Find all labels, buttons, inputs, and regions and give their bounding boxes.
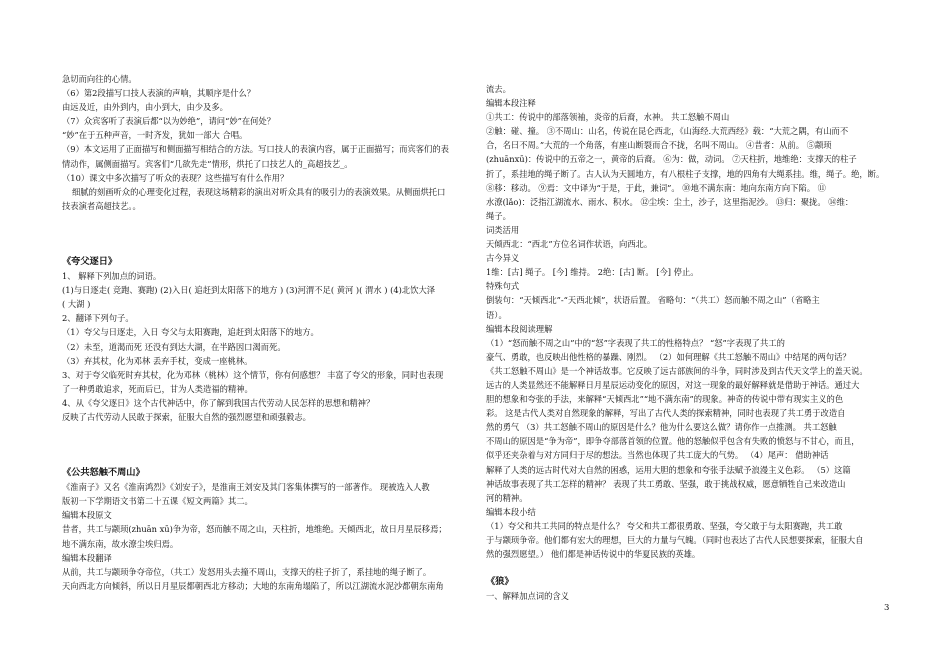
koji-qa-block	[62, 72, 476, 213]
text-line: （7）众宾客听了表演后都“以为妙绝”，请问“妙”在何处？	[62, 116, 276, 127]
text-line: 编辑本段翻译	[62, 552, 112, 563]
text-line: 天倾西北：“西北”方位名词作状语，向西北。	[486, 239, 653, 250]
text-line: 合，名曰不周。”大荒的一个角落，有座山断裂而合不拢，名叫不周山。 ④昔者：从前。 ⑤颛顼	[486, 140, 832, 151]
right-column	[486, 82, 894, 603]
section-title-lang: 《狼》	[486, 576, 514, 588]
text-line: 神话故事表现了共工怎样的精神？ 表现了共工勇敢、坚强，敢于挑战权威，愿意牺牲自己来改造山	[486, 478, 846, 489]
text-line: ②触：碰、撞。 ③不周山：山名，传说在昆仑西北，《山海经.大荒西经》载：“大荒之隅，有山而不	[486, 126, 849, 137]
text-line: 远古的人类显然还不能解释日月星辰运动变化的原因，对这一现象的最好解释就是借助于神话。通过大	[486, 379, 860, 390]
text-line: 似乎还夹杂着与对方同归于尽的想法。当然也体现了共工庞大的气势。 （4）尾声： 借助神话	[486, 450, 829, 461]
text-line: 3、对于夸父临死时弃其杖，化为邓林（桃林）这个情节，你有何感想？ 丰富了夸父的形象，同时也表现	[62, 369, 444, 380]
text-line: 细腻的刻画听众的心理变化过程，表现这场精彩的演出对听众具有的吸引力的表演效果。从侧面烘托口	[72, 186, 446, 197]
gonggong-notes	[486, 82, 894, 561]
text-line: 1、 解释下列加点的词语。	[62, 271, 162, 282]
text-line: 然的勇气 （3）共工怒触不周山的原因是什么？他为什么要这么做？请你作一点推测。 共工怒触	[486, 422, 837, 433]
text-line: 1维：[古] 绳子。 [今] 维持。 2绝：[古] 断。 [今] 停止。	[486, 267, 699, 278]
text-line: 彩。 这是古代人类对自然现象的解释，写出了古代人类的探索精神，同时也表现了共工勇于改造自	[486, 408, 846, 419]
section-title-gonggong: 《公共怒触不周山》	[62, 467, 145, 479]
text-line: 编辑本段小结	[486, 506, 536, 517]
spacer	[62, 213, 476, 255]
text-line: 地不满东南，故水潦尘埃归焉。	[62, 538, 179, 549]
text-line: 特殊句式	[486, 281, 520, 292]
text-line: （9）本文运用了正面描写和侧面描写相结合的方法。写口技人的表演内容，属于正面描写；而宾客们的表	[62, 144, 449, 155]
spacer	[486, 561, 894, 575]
text-line: （10）课文中多次描写了听众的表现？这些描写有什么作用？	[62, 172, 289, 183]
text-line: 技表演者高超技艺。。	[62, 200, 141, 211]
text-line: 然的强烈愿望。） 他们都是神话传说中的华夏民族的英雄。	[486, 549, 701, 560]
text-line: 古今异义	[486, 253, 520, 264]
kuafu-section	[62, 255, 476, 424]
text-line: （6）第2段描写口技人表演的声响，其顺序是什么？	[62, 88, 256, 99]
text-line: “妙”在于五种声音，一时齐发，犹如一部大 合唱。	[62, 130, 248, 141]
text-line: 《淮南子》又名《淮南鸿烈》《刘安子》，是淮南王刘安及其门客集体撰写的一部著作。 现被选入人教	[62, 482, 430, 493]
text-line: ①共工：传说中的部落领袖，炎帝的后裔，水神。 共工怒触不周山	[486, 112, 730, 123]
text-line: 由远及近，由外到内，由小到大，由少及多。	[62, 102, 228, 113]
left-column	[62, 72, 476, 593]
text-line: 于与颛顼争帝。他们都有宏大的理想，巨大的力量与气魄。（同时也表达了古代人民想要探索，征服大自	[486, 535, 864, 545]
text-line: 绳子。	[486, 210, 511, 221]
page-number: 3	[884, 603, 890, 613]
text-line: 编辑本段注释	[486, 98, 536, 109]
text-line: （2）未至，道渴而死 还没有到达大湖，在半路因口渴而死。	[62, 341, 286, 352]
text-line: 豪气、勇敢，也反映出他性格的暴躁、刚烈。 （2）如何理解《共工怒触不周山》中结尾的两句话？	[486, 351, 851, 362]
text-line: （1）夸父和共工共同的特点是什么？ 夸父和共工都很勇敢、坚强，夸父敢于与太阳赛跑，共工敢	[486, 520, 843, 531]
text-line: 一、解释加点词的含义	[486, 591, 569, 602]
text-line: 倒装句：“天倾西北”-“天西北倾”，状语后置。 省略句：“（共工）怒而触不周之山”（省略主	[486, 295, 820, 306]
text-line: 从前，共工与颛顼争夺帝位，（共工）发怒用头去撞不周山，支撑天的柱子折了，系挂地的绳子断了。	[62, 566, 432, 577]
gonggong-section	[62, 466, 476, 593]
text-line: 词类活用	[486, 224, 520, 235]
text-line: 折了，系挂地的绳子断了。古人认为天圆地方，有八根柱子支撑，地的四角有大绳系挂。维，绳子。绝，断。	[486, 168, 885, 179]
text-line: 解释了人类的远古时代对大自然的困惑，运用大胆的想象和夸张手法赋予浪漫主义色彩。 （5）这篇	[486, 464, 851, 475]
text-line: (1)与日逐走( 竞跑、赛跑) (2)入日( 追赶到太阳落下的地方 ) (3)河渭不足( 黄河 )( 渭水 ) (4)北饮大泽	[62, 285, 436, 296]
lang-section	[486, 575, 894, 603]
text-line: 语）。	[486, 309, 507, 320]
text-line: 胆的想象和夸张的手法，来解释“天倾西北”“地不满东南”的现象。神奇的传说中带有现实主义的色	[486, 394, 844, 405]
text-line: 不周山的原因是“争为帝”，即争夺部落首领的位置。他的怒触似乎包含有失败的愤怒与不甘心，而且，	[486, 436, 860, 447]
text-line: （3）弃其杖，化为邓林 丢弃手杖，变成一座桃林。	[62, 355, 253, 366]
section-title-kuafu: 《夸父逐日》	[62, 255, 118, 267]
text-line: 了一种勇敢追求，死而后已，甘为人类造福的精神。	[62, 383, 253, 394]
text-line: 昔者，共工与颛顼(zhuān xū)争为帝，怒而触不周之山，天柱折，地维绝。天倾西北，故日月星辰移焉；	[62, 524, 447, 535]
text-line: (zhuānxū)：传说中的五帝之一，黄帝的后裔。 ⑥为：做，动词。 ⑦天柱折，地维绝：支撑天的柱子	[486, 154, 857, 165]
text-line: 2、翻译下列句子。	[62, 313, 134, 324]
text-line: 反映了古代劳动人民敢于探索，征服大自然的强烈愿望和顽强毅志。	[62, 411, 311, 422]
text-line: 编辑本段阅读理解	[486, 323, 553, 334]
text-line: 4、从《夸父逐日》这个古代神话中，你了解到我国古代劳动人民怎样的思想和精神？	[62, 397, 375, 408]
text-line: 编辑本段原文	[62, 510, 112, 521]
text-line: 天向西北方向倾斜，所以日月星辰都朝西北方移动；大地的东南角塌陷了，所以江湖流水泥沙都朝东南角	[62, 580, 444, 591]
text-line: 《共工怒触不周山》是一个神话故事。它反映了远古部族间的斗争，同时涉及到古代天文学上的盖天说。	[486, 365, 868, 376]
text-line: 情动作，属侧面描写。宾客们“几欲先走”情形，烘托了口技艺人的_高超技艺_。	[62, 158, 353, 169]
text-line: （1）夸父与日逐走，入日 夸父与太阳赛跑，追赶到太阳落下的地方。	[62, 327, 319, 338]
text-line: 版初一下学期语文书第二十五课《短文两篇》其二。	[62, 496, 253, 507]
text-line: 水潦(lǎo)：泛指江湖流水、雨水、积水。 ⑫尘埃：尘土，沙子，这里指泥沙。 ⑬归：聚拢。 ⑭维：	[486, 196, 854, 207]
text-line: 急切而向往的心情。	[62, 74, 137, 84]
text-line: ( 大湖 )	[62, 299, 91, 310]
text-line: 河的精神。	[486, 492, 528, 503]
text-line: （1）“怒而触不周之山”中的“怒”字表现了共工的性格特点？ “怒”字表现了共工的	[486, 337, 785, 348]
text-line: 流去。	[486, 84, 511, 94]
spacer	[62, 424, 476, 466]
text-line: ⑧移：移动。 ⑨焉：文中译为“于是，于此，兼词”。 ⑩地不满东南：地向东南方向下陷。 ⑪	[486, 182, 826, 193]
